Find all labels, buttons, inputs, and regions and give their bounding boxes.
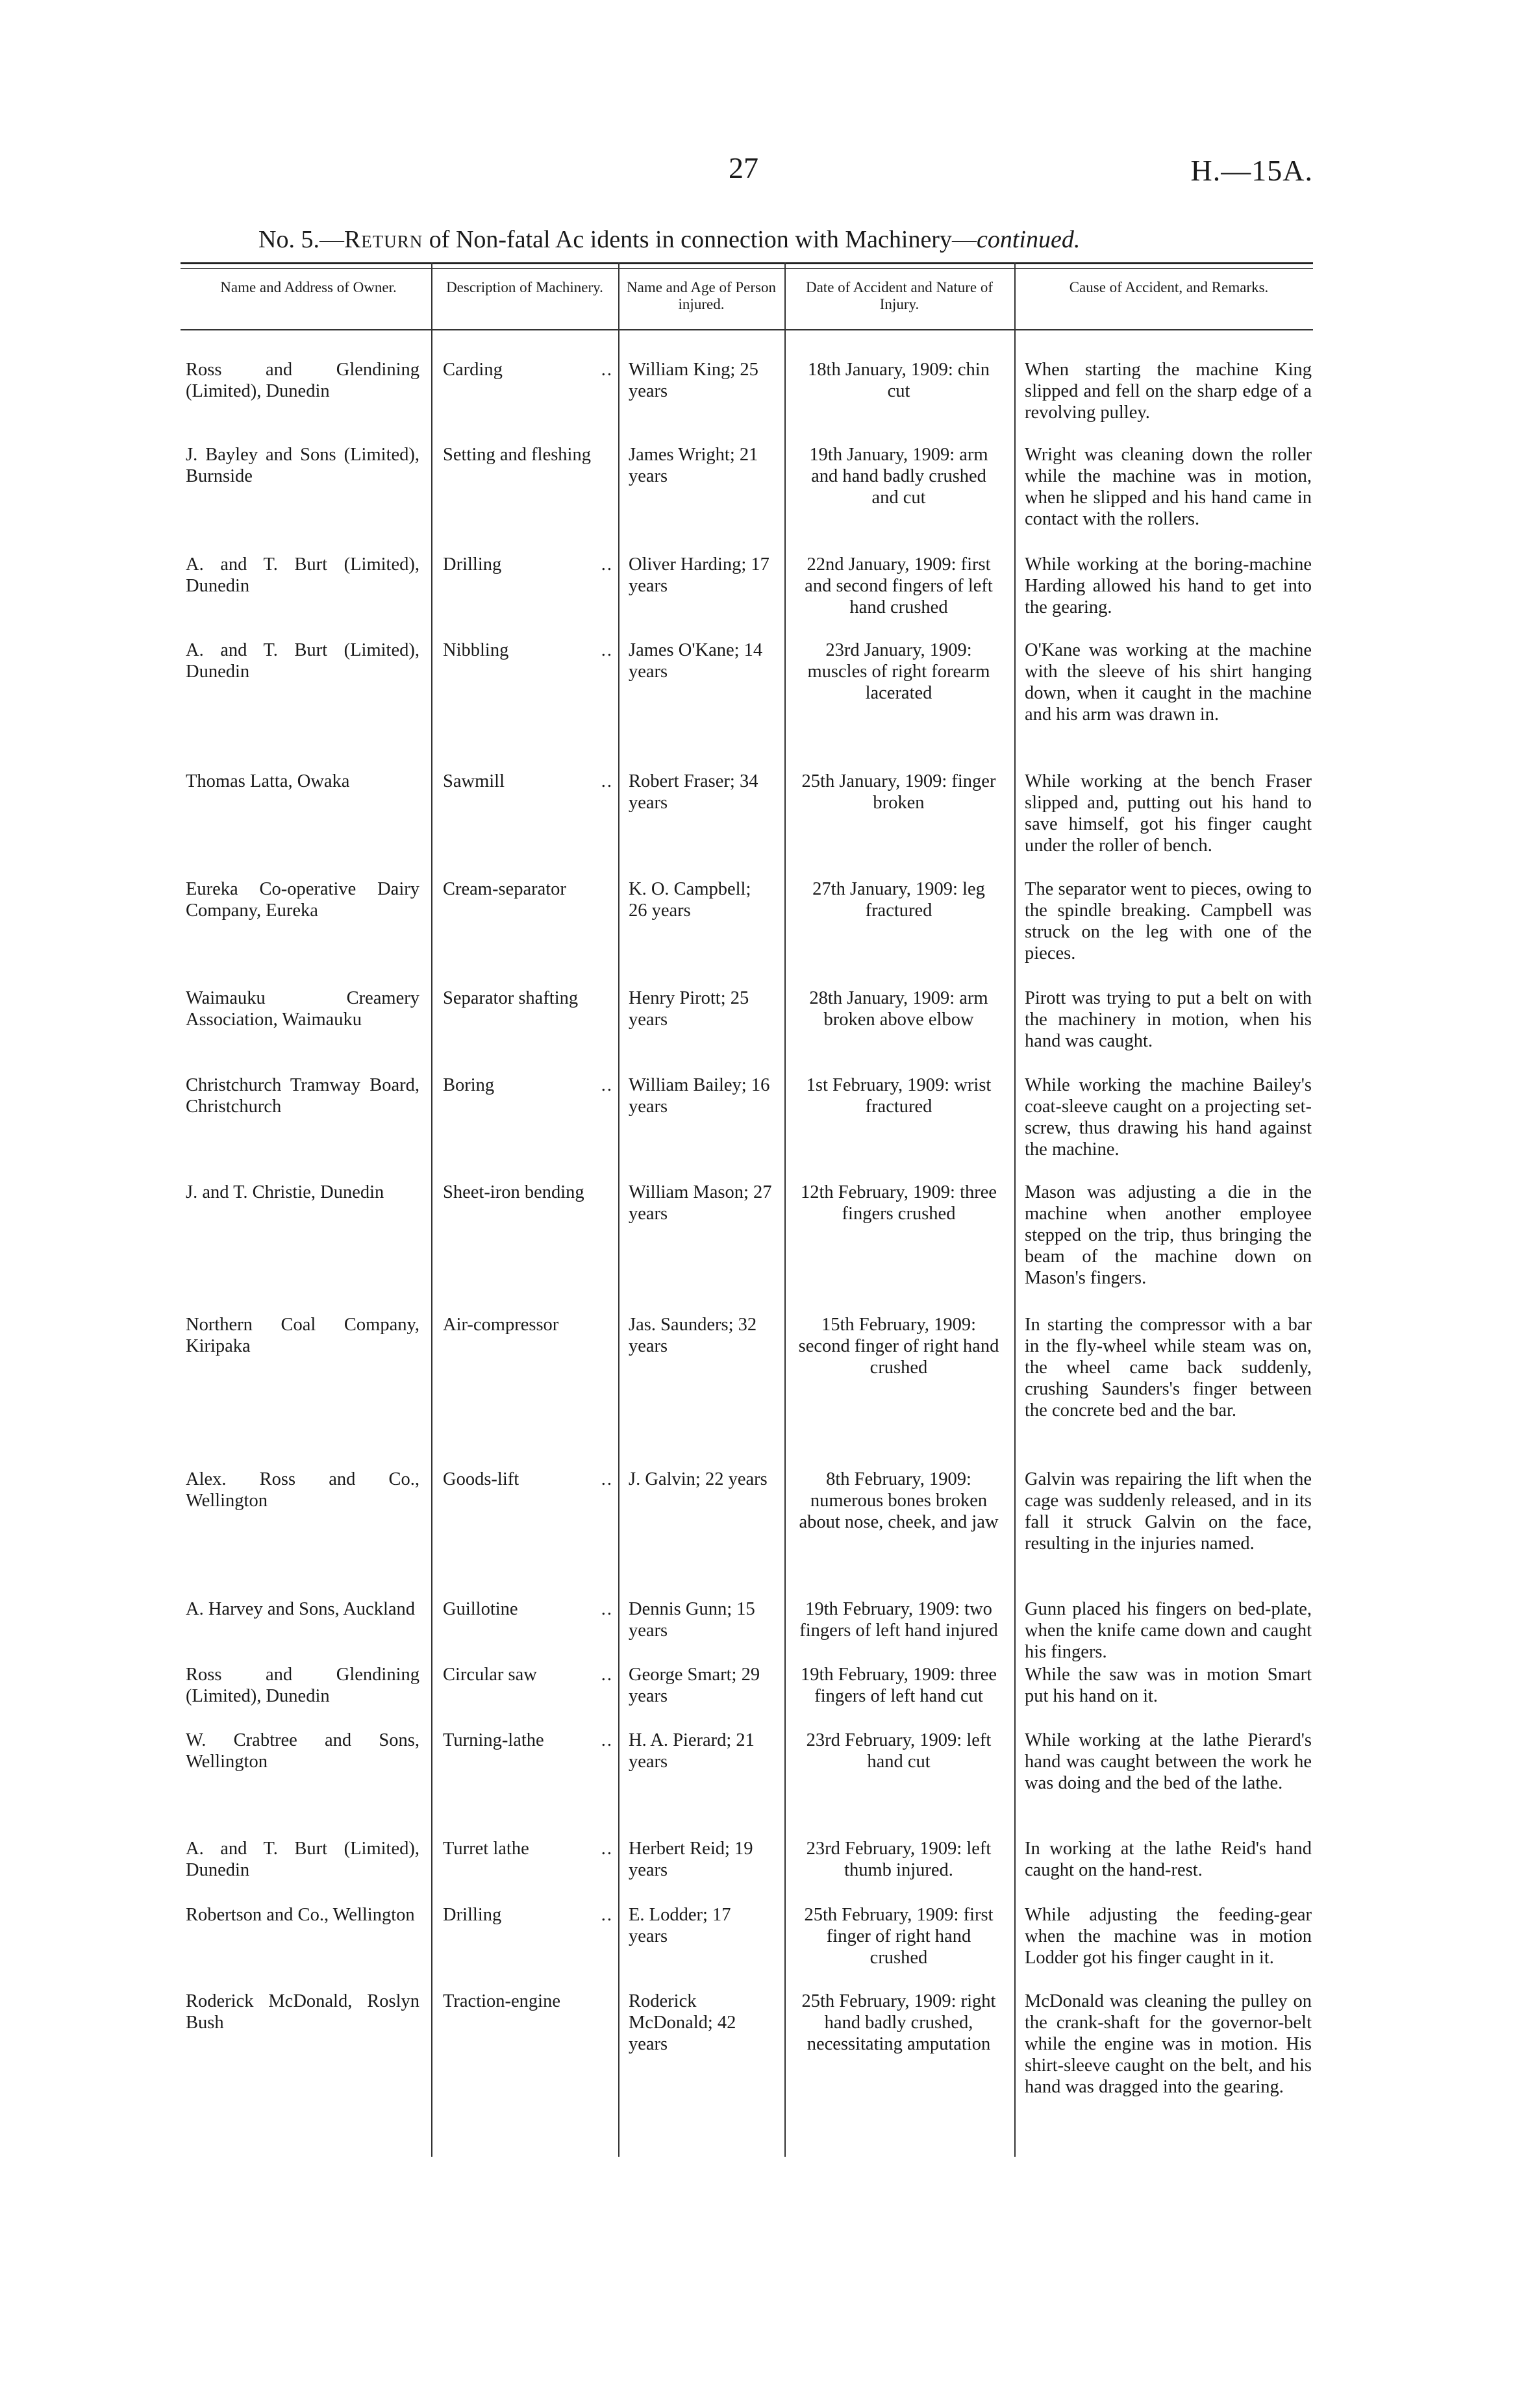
table-row-injury: 23rd January, 1909: muscles of right forearm lacerated: [807, 640, 990, 703]
table-row-person: Dennis Gunn; 15 years: [629, 1599, 755, 1641]
table-row-person: H. A. Pierard; 21 years: [629, 1730, 755, 1772]
table-row-machinery: [443, 1730, 613, 1751]
table-row-person: Roderick McDonald; 42 years: [629, 1991, 736, 2054]
table-row-owner: Ross and Glendining (Limited), Dunedin: [186, 1665, 419, 1706]
column-header-cause: Cause of Accident, and Remarks.: [1069, 279, 1269, 295]
table-row-machinery: [443, 1664, 613, 1685]
table-header-rule: [181, 329, 1313, 330]
table-row-owner: Ross and Glendining (Limited), Dunedin: [186, 360, 419, 401]
table-row-cause: In starting the compressor with a bar in the fly-wheel while steam was on, the wheel came back suddenly, crushing Saunders's finger between the concrete bed and the bar.: [1025, 1315, 1312, 1421]
table-row-cause: In working at the lathe Reid's hand caught on the hand-rest.: [1025, 1839, 1312, 1880]
table-row-machinery: [443, 639, 613, 661]
table-title-suffix: continued.: [976, 226, 1081, 253]
table-row-machinery-text: Setting and fleshing: [443, 445, 591, 465]
page-number: 27: [729, 151, 758, 184]
table-row-owner: Roderick McDonald, Roslyn Bush: [186, 1991, 419, 2033]
table-row-owner: Thomas Latta, Owaka: [186, 771, 350, 791]
table-row-machinery: [443, 1991, 613, 2012]
table-row-cause: Wright was cleaning down the roller while the machine was in motion, when he slipped and his hand came in contact with the rollers.: [1025, 445, 1312, 529]
table-row-machinery-text: Boring: [443, 1075, 495, 1095]
table-row-person: George Smart; 29 years: [629, 1665, 760, 1706]
table-row-cause: When starting the machine King slipped and fell on the sharp edge of a revolving pulley.: [1025, 360, 1312, 423]
table-row-machinery: [443, 1074, 613, 1096]
table-row-leader-dots: ..: [601, 1075, 613, 1095]
table-row-leader-dots: ..: [601, 1469, 613, 1489]
table-row-leader-dots: ..: [601, 1730, 613, 1750]
header-divider-3: [784, 262, 786, 329]
table-row-machinery-text: Circular saw: [443, 1665, 537, 1685]
table-row-injury: 25th February, 1909: first finger of right hand crushed: [804, 1905, 994, 1968]
table-row-machinery-text: Nibbling: [443, 640, 509, 660]
header-divider-1: [431, 262, 432, 329]
table-row-owner: Waimauku Creamery Association, Waimauku: [186, 988, 419, 1030]
table-row-leader-dots: ..: [601, 1905, 613, 1925]
table-row-injury: 23rd February, 1909: left thumb injured.: [806, 1839, 992, 1880]
table-top-subrule: [181, 268, 1313, 269]
table-row-machinery-text: Drilling: [443, 554, 502, 575]
table-row-injury: 15th February, 1909: second finger of right hand crushed: [798, 1315, 999, 1378]
table-row-person: Oliver Harding; 17 years: [629, 554, 769, 596]
column-divider-2: [618, 329, 619, 2157]
table-row-machinery-text: Traction-engine: [443, 1991, 560, 2011]
table-row-person: J. Galvin; 22 years: [629, 1469, 768, 1489]
table-row-leader-dots: ..: [601, 1665, 613, 1685]
table-row-injury: 25th January, 1909: finger broken: [801, 771, 996, 813]
table-row-cause: Pirott was trying to put a belt on with the machinery in motion, when his hand was caught.: [1025, 988, 1312, 1051]
table-row-machinery: [443, 1314, 613, 1335]
table-row-machinery-text: Air-compressor: [443, 1315, 559, 1335]
table-row-owner: J. Bayley and Sons (Limited), Burnside: [186, 445, 419, 486]
table-row-person: Jas. Saunders; 32 years: [629, 1315, 757, 1356]
column-header-owner: Name and Address of Owner.: [220, 279, 397, 295]
header-divider-2: [618, 262, 619, 329]
table-row-cause: McDonald was cleaning the pulley on the crank-shaft for the governor-belt while the engine was in motion. His shirt-sleeve caught on the belt, and his hand was dragged into the gearing.: [1025, 1991, 1312, 2097]
table-row-cause: Galvin was repairing the lift when the cage was suddenly released, and in its fall it struck Galvin on the face, resulting in the injuries named.: [1025, 1469, 1312, 1554]
table-row-owner: W. Crabtree and Sons, Wellington: [186, 1730, 419, 1772]
table-row-cause: While working the machine Bailey's coat-sleeve caught on a projecting set-screw, thus drawing his hand against the machine.: [1025, 1075, 1312, 1160]
table-row-machinery: [443, 1182, 613, 1203]
table-row-injury: 25th February, 1909: right hand badly crushed, necessitating amputation: [801, 1991, 996, 2054]
table-row-person: William Mason; 27 years: [629, 1182, 772, 1224]
table-row-machinery-text: Sawmill: [443, 771, 505, 791]
table-row-cause: The separator went to pieces, owing to the spindle breaking. Campbell was struck on the leg with one of the pieces.: [1025, 879, 1312, 963]
table-row-cause: Gunn placed his fingers on bed-plate, when the knife came down and caught his fingers.: [1025, 1599, 1312, 1662]
table-row-injury: 1st February, 1909: wrist fractured: [806, 1075, 992, 1117]
table-row-injury: 28th January, 1909: arm broken above elbow: [809, 988, 988, 1030]
table-title: [258, 227, 1080, 252]
table-row-injury: 12th February, 1909: three fingers crushed: [800, 1182, 997, 1224]
table-row-owner: Eureka Co-operative Dairy Company, Eureka: [186, 879, 419, 921]
table-title-main: Return: [344, 226, 423, 253]
table-row-machinery: [443, 878, 613, 900]
table-row-leader-dots: ..: [601, 771, 613, 791]
table-row-leader-dots: ..: [601, 640, 613, 660]
table-row-person: Henry Pirott; 25 years: [629, 988, 749, 1030]
table-row-machinery-text: Turning-lathe: [443, 1730, 544, 1750]
table-row-injury: 22nd January, 1909: first and second fingers of left hand crushed: [805, 554, 993, 617]
table-row-injury: 27th January, 1909: leg fractured: [812, 879, 985, 921]
table-row-cause: While working at the bench Fraser slipped and, putting out his hand to save himself, got his finger caught under the roller of bench.: [1025, 771, 1312, 856]
table-row-machinery: [443, 554, 613, 575]
column-header-machinery: Description of Machinery.: [446, 279, 603, 295]
table-row-person: William Bailey; 16 years: [629, 1075, 770, 1117]
table-row-owner: A. and T. Burt (Limited), Dunedin: [186, 554, 419, 596]
table-row-machinery-text: Guillotine: [443, 1599, 518, 1619]
column-divider-1: [431, 329, 432, 2157]
column-divider-4: [1014, 329, 1016, 2157]
table-row-leader-dots: ..: [601, 554, 613, 575]
table-row-person: Herbert Reid; 19 years: [629, 1839, 753, 1880]
table-row-person: Robert Fraser; 34 years: [629, 771, 758, 813]
table-row-owner: A. and T. Burt (Limited), Dunedin: [186, 1839, 419, 1880]
table-top-rule: [181, 262, 1313, 264]
table-row-machinery: [443, 1469, 613, 1490]
table-row-person: K. O. Campbell; 26 years: [629, 879, 751, 921]
table-row-machinery: [443, 444, 613, 465]
document-reference: H.—15A.: [1190, 154, 1313, 187]
table-row-machinery: [443, 359, 613, 380]
table-row-cause: While the saw was in motion Smart put his hand on it.: [1025, 1665, 1312, 1706]
table-row-leader-dots: ..: [601, 1839, 613, 1859]
table-row-owner: Northern Coal Company, Kiripaka: [186, 1315, 419, 1356]
table-row-owner: J. and T. Christie, Dunedin: [186, 1182, 384, 1202]
table-row-owner: Alex. Ross and Co., Wellington: [186, 1469, 419, 1511]
header-divider-4: [1014, 262, 1016, 329]
table-row-owner: A. Harvey and Sons, Auckland: [186, 1599, 416, 1619]
table-row-cause: While working at the boring-machine Harding allowed his hand to get into the gearing.: [1025, 554, 1312, 617]
table-row-injury: 8th February, 1909: numerous bones broken about nose, cheek, and jaw: [799, 1469, 999, 1532]
table-row-injury: 18th January, 1909: chin cut: [808, 360, 990, 401]
table-row-owner: Robertson and Co., Wellington: [186, 1905, 415, 1925]
table-row-leader-dots: ..: [601, 1599, 613, 1619]
table-row-cause: O'Kane was working at the machine with the sleeve of his shirt hanging down, when it caught in the machine and his arm was drawn in.: [1025, 640, 1312, 725]
table-row-machinery: [443, 1598, 613, 1620]
table-row-machinery-text: Goods-lift: [443, 1469, 519, 1489]
table-row-leader-dots: ..: [601, 360, 613, 380]
table-row-machinery-text: Drilling: [443, 1905, 502, 1925]
table-title-prefix: No. 5.—: [258, 226, 344, 253]
table-row-machinery-text: Carding: [443, 360, 503, 380]
column-divider-3: [784, 329, 786, 2157]
table-row-cause: While working at the lathe Pierard's hand was caught between the work he was doing and the bed of the lathe.: [1025, 1730, 1312, 1793]
table-row-machinery: [443, 987, 613, 1009]
table-row-machinery-text: Separator shafting: [443, 988, 579, 1008]
table-row-person: William King; 25 years: [629, 360, 758, 401]
table-row-injury: 19th January, 1909: arm and hand badly crushed and cut: [809, 445, 988, 508]
table-row-machinery-text: Sheet-iron bending: [443, 1182, 584, 1202]
table-row-machinery-text: Turret lathe: [443, 1839, 529, 1859]
column-header-injury: Date of Accident and Nature of Injury.: [805, 279, 994, 312]
table-row-injury: 23rd February, 1909: left hand cut: [806, 1730, 992, 1772]
table-row-machinery: [443, 1904, 613, 1926]
table-row-cause: While adjusting the feeding-gear when the machine was in motion Lodder got his finger caught in it.: [1025, 1905, 1312, 1968]
table-row-machinery-text: Cream-separator: [443, 879, 566, 899]
table-row-owner: A. and T. Burt (Limited), Dunedin: [186, 640, 419, 682]
column-header-person: Name and Age of Person injured.: [627, 279, 776, 312]
table-title-mid: of Non-fatal Ac idents in connection with Machinery—: [423, 226, 977, 253]
table-row-machinery: [443, 771, 613, 792]
table-row-machinery: [443, 1838, 613, 1859]
table-row-injury: 19th February, 1909: three fingers of left hand cut: [800, 1665, 997, 1706]
table-row-person: James Wright; 21 years: [629, 445, 758, 486]
table-row-owner: Christchurch Tramway Board, Christchurch: [186, 1075, 419, 1117]
table-row-injury: 19th February, 1909: two fingers of left hand injured: [799, 1599, 998, 1641]
table-row-cause: Mason was adjusting a die in the machine when another employee stepped on the trip, thus bringing the beam of the machine down on Mason's fingers.: [1025, 1182, 1312, 1288]
table-row-person: E. Lodder; 17 years: [629, 1905, 731, 1946]
table-row-person: James O'Kane; 14 years: [629, 640, 763, 682]
